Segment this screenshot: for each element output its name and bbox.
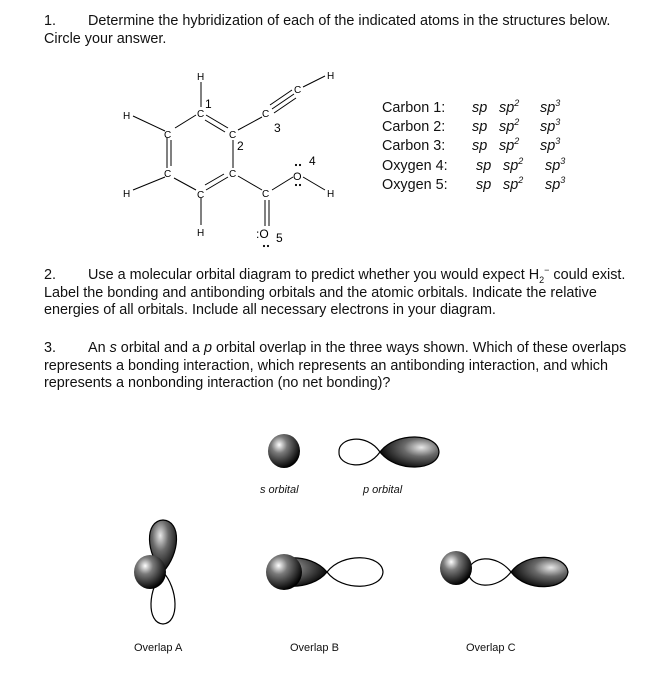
option-sp[interactable]: sp [472,138,488,155]
atom-c-bottom-right: C [229,169,237,180]
question-3-s-letter: s [109,340,117,356]
atom-c-carbonyl: C [262,189,270,200]
atom-h-oh: H [327,189,335,200]
option-sp2[interactable]: $sp^2$ [499,136,520,155]
question-3-text-3: orbital overlap in the three ways shown. Which of these overlaps represents a bonding interaction, which represents an antibonding interaction, and which represents a nonbonding interaction (no net bonding)? [44,340,627,391]
atom-c3: C [262,109,270,120]
option-sp[interactable]: sp [476,176,492,193]
atom-c-left-bottom: C [164,169,172,180]
option-sp3[interactable]: $sp^3$ [545,174,566,193]
caption-overlap-a: Overlap A [134,642,183,654]
overlap-b-shape [266,554,383,590]
question-2-number: 2. [44,267,57,283]
atom-number-1: 1 [205,97,212,111]
question-3-text-2: orbital and a [116,340,205,356]
option-sp3[interactable]: $sp^3$ [540,98,561,116]
s-orbital-shape [268,434,300,468]
caption-p-orbital: p orbital [363,484,403,496]
atom-h-top: H [197,72,205,83]
atom-h-alkyne: H [327,71,335,82]
question-2-subscript: 2 [539,274,545,285]
option-sp3[interactable]: $sp^3$ [545,155,566,174]
atom-h-bottom: H [197,228,205,239]
atom-labels [123,71,334,245]
option-sp[interactable]: sp [476,157,492,174]
option-sp2[interactable]: $sp^2$ [503,174,524,193]
atom-c-alkyne: C [294,85,302,96]
row-label: Carbon 2: [382,119,446,136]
question-2 [44,267,644,320]
atom-number-5: 5 [276,231,283,245]
option-sp2[interactable]: $sp^2$ [503,155,524,174]
row-label: Oxygen 5: [382,176,448,193]
atom-c-bottom: C [197,190,205,201]
overlap-c-shape [440,551,568,587]
atom-number-4: 4 [309,154,316,168]
option-sp[interactable]: sp [472,100,488,116]
option-sp[interactable]: sp [472,119,488,136]
bonds [133,76,325,226]
question-2-superscript: − [544,265,550,276]
atom-h-left-bottom: H [123,189,131,200]
caption-s-orbital: s orbital [260,484,299,496]
atom-o4: O [293,171,302,183]
question-3-p-letter: p [204,340,213,356]
option-sp3[interactable]: $sp^3$ [540,136,561,155]
question-3-number: 3. [44,340,57,356]
atom-c2: C [229,130,237,141]
question-1-number: 1. [44,13,57,29]
atom-o5: :O [256,227,269,241]
question-2-text-before: Use a molecular orbital diagram to predict whether you would expect H [88,267,540,283]
option-sp2[interactable]: $sp^2$ [499,117,520,136]
atom-c1: C [197,109,205,120]
question-3 [44,340,644,393]
row-label: Oxygen 4: [382,157,448,174]
atom-number-2: 2 [237,139,244,153]
row-label: Carbon 1: [382,100,446,116]
question-3-text-1: An [88,340,110,356]
row-label: Carbon 3: [382,138,446,155]
overlap-a-shape [134,520,177,624]
option-sp3[interactable]: $sp^3$ [540,117,561,136]
question-1-text: Determine the hybridization of each of the indicated atoms in the structures below. Circle your answer. [44,13,611,47]
atom-c-left-top: C [164,130,172,141]
caption-overlap-c: Overlap C [466,642,516,654]
atom-number-3: 3 [274,121,281,135]
p-orbital-shape [339,437,439,467]
caption-overlap-b: Overlap B [290,642,339,654]
option-sp2[interactable]: $sp^2$ [499,98,520,116]
atom-h-left-top: H [123,111,131,122]
question-2-text-after: could exist. Label the bonding and antibonding orbitals and the atomic orbitals. Indicate the relative energies of all orbitals. Include all necessary electrons in your diagram. [44,267,626,318]
